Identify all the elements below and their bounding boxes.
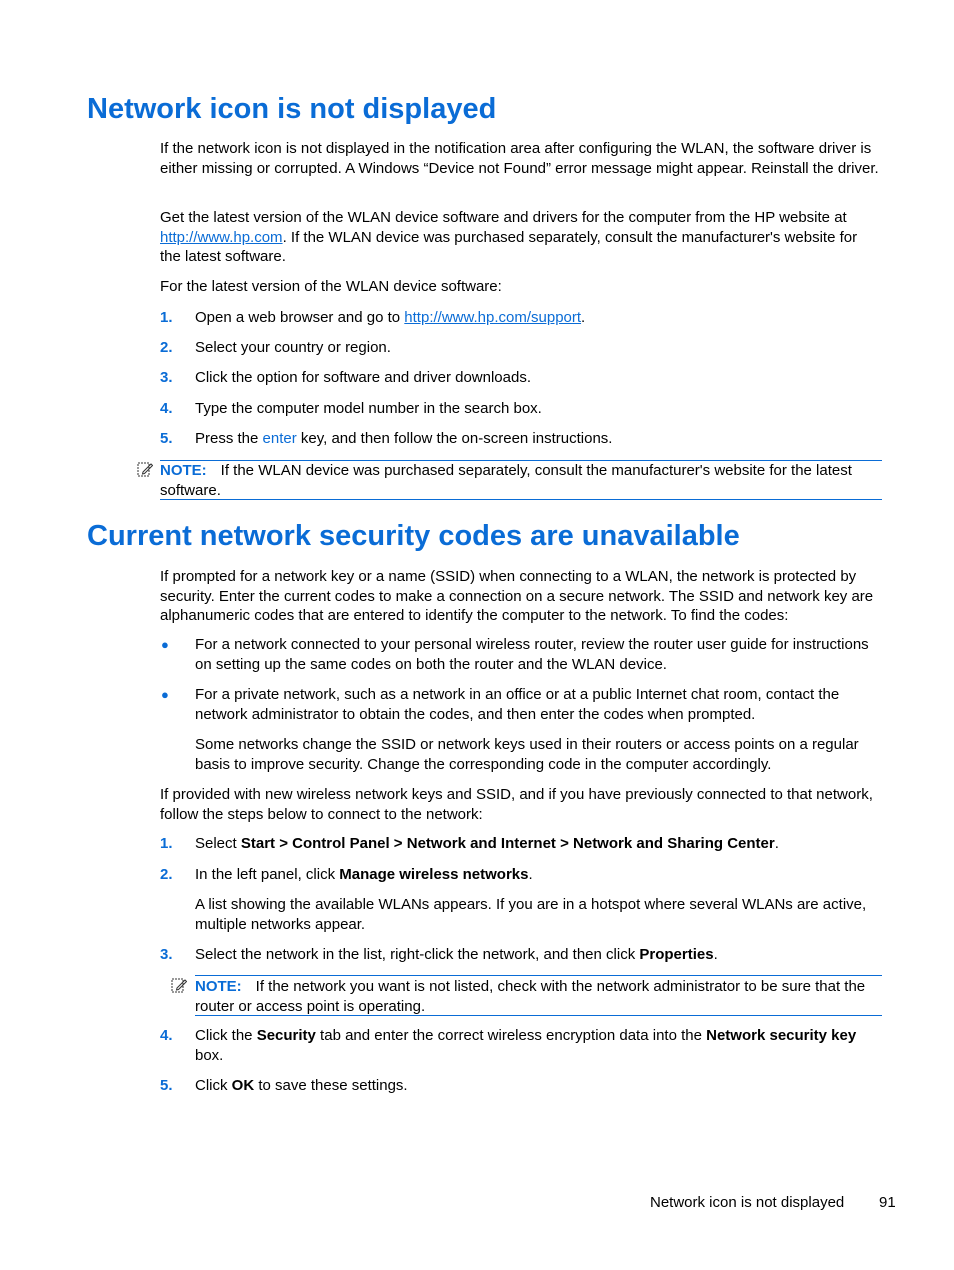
ui-term: Properties [639,946,714,963]
step-text-part: . [774,835,779,852]
step-number: 4. [160,400,173,417]
step-text-part: . [528,866,533,883]
menu-path: Start > Control Panel > Network and Internet > Network and Sharing Center [240,835,775,852]
step-text-part: In the left panel, click [195,866,340,883]
step-text-part: . [581,309,586,326]
step-text-part: Click [195,1077,232,1094]
paragraph-text: Get the latest version of the WLAN device software and drivers for the computer from the HP website at [160,209,847,226]
note-pencil-icon [171,977,187,993]
note-pencil-icon [137,461,153,477]
note-box [160,460,882,500]
step-text [195,834,882,854]
step-text-part: Click the [195,1027,257,1044]
step-text-part: tab and enter the correct wireless encryption data into the [315,1027,707,1044]
ui-term: Manage wireless networks [339,866,529,883]
step-text-part: . [713,946,718,963]
paragraph: For the latest version of the WLAN device software: [160,278,502,295]
paragraph: Some networks change the SSID or network keys used in their routers or access points on a regular basis to improve security. Change the corresponding code in the computer accordingly. [195,736,859,773]
paragraph: A list showing the available WLANs appears. If you are in a hotspot where several WLANs are active, multiple networks appear. [195,896,867,933]
step-number: 4. [160,1027,173,1044]
footer-title: Network icon is not displayed [650,1194,845,1211]
step-text-part: Press the [195,430,263,447]
step-text [195,308,882,328]
bullet-icon: ● [161,687,169,702]
step-number: 2. [160,339,173,356]
note-label: NOTE: [195,978,242,995]
note-box [195,975,882,1016]
enter-key-term: enter [262,430,297,447]
step-number: 1. [160,309,173,326]
step-number: 5. [160,1077,173,1094]
note-text: If the network you want is not listed, check with the network administrator to be sure that the router or access point is operating. [195,978,866,1015]
note-text: If the WLAN device was purchased separately, consult the manufacturer's website for the latest software. [160,462,852,499]
step-number: 3. [160,946,173,963]
step-text [195,1076,882,1096]
step-text-part: box. [195,1046,224,1064]
step-text: Select your country or region. [195,339,391,356]
step-text [195,1026,882,1065]
bullet-text: For a network connected to your personal wireless router, review the router user guide for instructions on setting up the same codes on both the router and the WLAN device. [195,636,869,673]
paragraph: If prompted for a network key or a name (SSID) when connecting to a WLAN, the network is protected by security. Enter the current codes to make a connection on a secure network. The SSID and network key are alphanumeric codes that are entered to identify the computer to the network. To find the codes: [160,568,874,624]
step-number: 1. [160,835,173,852]
step-text [195,865,882,885]
paragraph [160,208,882,267]
hp-website-link[interactable]: http://www.hp.com [160,228,283,246]
step-text-part: Select [195,835,241,852]
paragraph: If the network icon is not displayed in the notification area after configuring the WLAN, the software driver is either missing or corrupted. A Windows “Device not Found” error message might appear. Reinstall the driver. [160,140,879,177]
paragraph-text: . If the WLAN device was purchased separately, consult the manufacturer's website for the latest software. [160,228,858,265]
step-text: Click the option for software and driver downloads. [195,369,532,386]
step-text-part: key, and then follow the on-screen instructions. [296,430,613,447]
bullet-icon: ● [161,637,169,652]
ui-term: OK [231,1077,255,1094]
note-label: NOTE: [160,462,207,479]
paragraph: If provided with new wireless network keys and SSID, and if you have previously connected to that network, follow the steps below to connect to the network: [160,786,873,823]
step-number: 2. [160,866,173,883]
step-number: 5. [160,430,173,447]
step-text [195,429,882,449]
page-number: 91 [879,1194,896,1211]
ui-term: Security [256,1027,316,1044]
step-text-part: Open a web browser and go to [195,309,405,326]
step-text-part: to save these settings. [254,1077,408,1094]
step-text [195,945,882,965]
step-text: Type the computer model number in the search box. [195,400,542,417]
ui-term: Network security key [706,1027,857,1044]
bullet-text: For a private network, such as a network in an office or at a public Internet chat room, contact the network administrator to obtain the codes, and then enter the codes when prompted. [195,686,840,723]
step-number: 3. [160,369,173,386]
section-title-network-icon: Network icon is not displayed [87,93,497,125]
step-text-part: Select the network in the list, right-click the network, and then click [195,946,640,963]
hp-support-link[interactable]: http://www.hp.com/support [404,309,582,326]
section-title-security-codes: Current network security codes are unavailable [87,520,740,552]
